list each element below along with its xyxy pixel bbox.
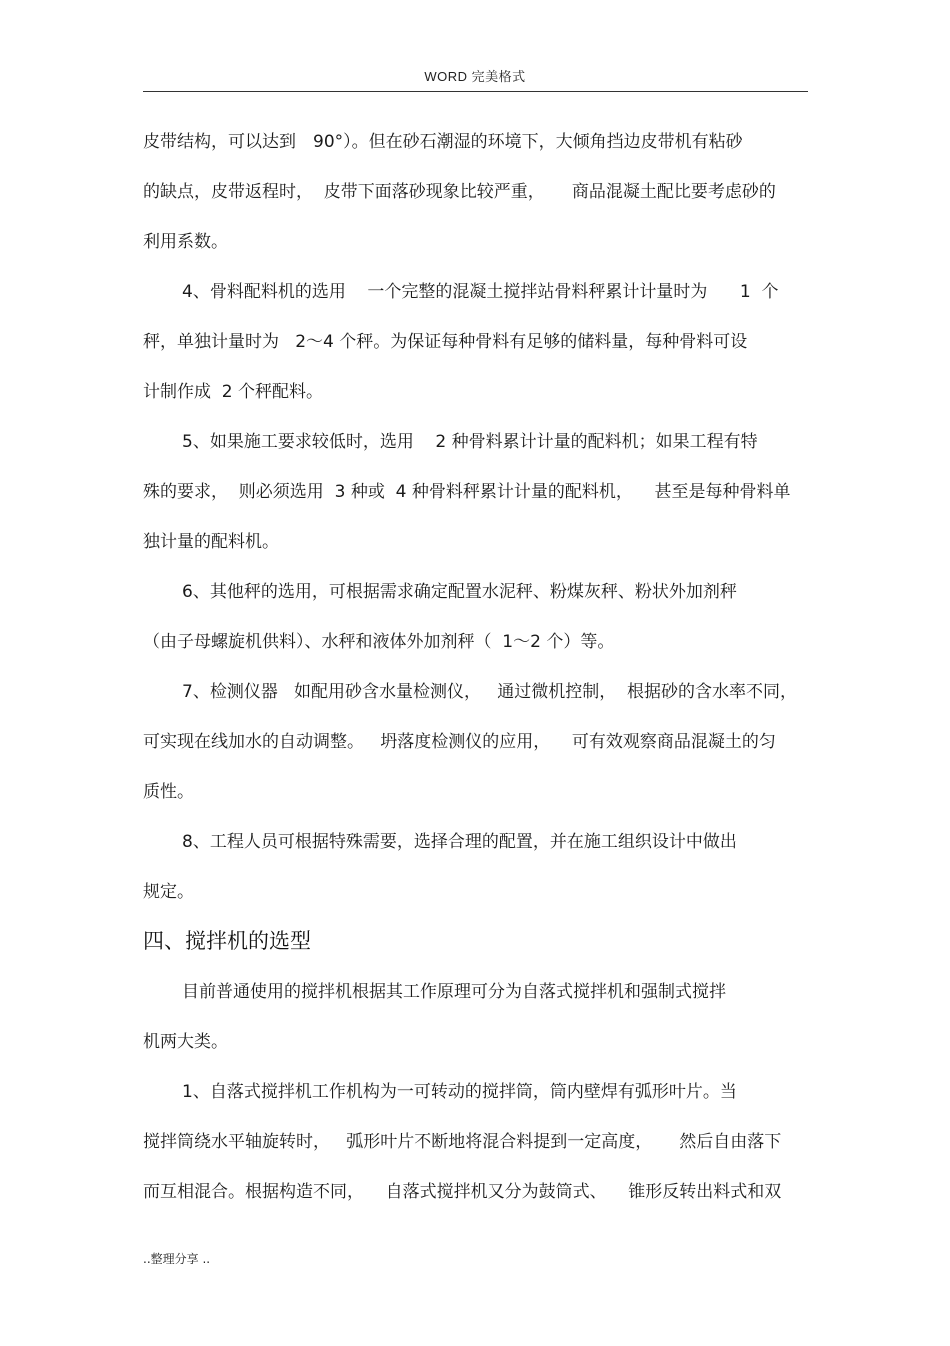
section-heading: 四、搅拌机的选型 — [143, 929, 311, 953]
page-header: WORD 完美格式 — [424, 69, 526, 84]
body-line: 机两大类。 — [143, 1032, 228, 1052]
header-divider — [143, 91, 808, 92]
page-footer: ..整理分享 .. — [143, 1252, 211, 1266]
body-line: 规定。 — [143, 882, 194, 902]
body-line: 秤，单独计量时为 2～4 个秤。为保证每种骨料有足够的储料量，每种骨料可设 — [143, 332, 748, 352]
body-line: 6、其他秤的选用，可根据需求确定配置水泥秤、粉煤灰秤、粉状外加剂秤 — [182, 582, 737, 602]
body-line: 独计量的配料机。 — [143, 532, 279, 552]
body-line: 1、自落式搅拌机工作机构为一可转动的搅拌筒，筒内壁焊有弧形叶片。当 — [182, 1082, 737, 1102]
body-line: 殊的要求， 则必须选用 3 种或 4 种骨料秤累计计量的配料机， 甚至是每种骨料单 — [143, 482, 791, 502]
body-line: 目前普通使用的搅拌机根据其工作原理可分为自落式搅拌机和强制式搅拌 — [182, 982, 726, 1002]
body-line: 利用系数。 — [143, 232, 228, 252]
body-line: 的缺点，皮带返程时， 皮带下面落砂现象比较严重， 商品混凝土配比要考虑砂的 — [143, 182, 776, 202]
body-line: 搅拌筒绕水平轴旋转时， 弧形叶片不断地将混合料提到一定高度， 然后自由落下 — [143, 1132, 782, 1152]
body-line: 4、骨料配料机的选用 一个完整的混凝土搅拌站骨料秤累计计量时为 1 个 — [182, 282, 779, 302]
body-line: （由子母螺旋机供料）、水秤和液体外加剂秤（ 1～2 个）等。 — [143, 632, 615, 652]
body-line: 皮带结构，可以达到 90°）。但在砂石潮湿的环境下，大倾角挡边皮带机有粘砂 — [143, 132, 743, 152]
body-line: 质性。 — [143, 782, 194, 802]
body-line: 而互相混合。根据构造不同， 自落式搅拌机又分为鼓筒式、 锥形反转出料式和双 — [143, 1182, 782, 1202]
body-line: 可实现在线加水的自动调整。 坍落度检测仪的应用， 可有效观察商品混凝土的匀 — [143, 732, 776, 752]
body-line: 8、工程人员可根据特殊需要，选择合理的配置，并在施工组织设计中做出 — [182, 832, 737, 852]
body-line: 7、检测仪器 如配用砂含水量检测仪， 通过微机控制， 根据砂的含水率不同， — [182, 682, 798, 702]
body-line: 计制作成 2 个秤配料。 — [143, 382, 324, 402]
body-line: 5、如果施工要求较低时，选用 2 种骨料累计计量的配料机；如果工程有特 — [182, 432, 758, 452]
